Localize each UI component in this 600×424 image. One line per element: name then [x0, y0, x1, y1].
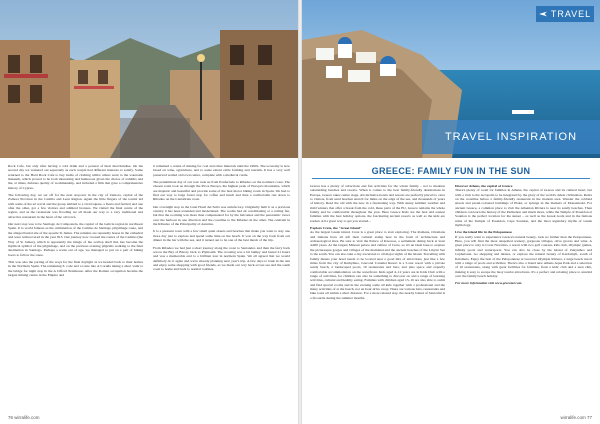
plane-icon — [539, 10, 547, 18]
paragraph: This was also the parting of the ways for the final daylight as we headed back to their homes in the Northern Spain. The remaining 6 ​​ rode and a route into A Coruña taking a short walk to the bridge for night stop in the A Cifford Penthouse. After the Roman occupation became the largest mining centre in the Empire and — [8, 259, 143, 277]
right-column-1 — [310, 184, 445, 303]
paragraph: From Ribadeo we had just a short journey along the coast to Santander, and then the ferry back across the Bay of Biscay back to Plymouth. The crossing was a bit bumpy and lasted 21 hours and was a memorable end to a brilliant tour in northern Spain. We all agreed that we would definitely do it again and we're already planning next year's trip. A few days to bask in the sun and enjoy some shopping with good friends, as we made our way back across sea and the south coast to home and back to normal routines. — [153, 245, 290, 272]
paragraph: There's plenty of room for families in Athens, the capital of Greece and its cultural heart, but with a visit to the Acropolis to be integrated by the glory of the world's oldest civilisation. Relax on the coastline before a family-friendly restaurant in the modern area. Wander the cobbled streets and pastel-coloured buildings of Plaka, or splurge in the markets of Monastiraki. For ancient Greece, a common place to visit the Athenian Riviera is near its sandy beaches. Then children can learn the history of the Parthenon and much more, while the Temple of Poseidon at Sounion is the perfect location for the sunset – as well as the Greek Gods and in the famous ruins of the Temple of Poseidon, Cape Sounion, and the most legendary myths of Greek mythology. — [455, 188, 592, 228]
paragraph: It is a pleasant town with a few small quiet streets and beaches that make you want to stay one more day just to explore and spend some time on the beach. It was on the way back from our dinner in the bar with the sea, and it turned out to be one of the best meals of the trip. — [153, 229, 290, 243]
right-column-2 — [455, 184, 592, 286]
left-page-columns — [8, 164, 290, 414]
paragraph: As the largest Greek island, Crete is a great place to start exploring. The Romans, Ottomans and Italians have all left their cultural stamp here in the form of architecture and archaeological sites. Be sure to visit the Palace of Knossos, a settlement dating back at least 4,000 years. At the largest Minoan palace and culture of Crete, so it's an ideal base to explore the picturesque gorges and villages of the mainland and the ancient beaches of the Libyan Sea to the south. You can also take a day excursion to all major sights of the island. Travelling with family means your hotel needs to be located near a good mix of attractions, just like a few miles from the city of Rethymno, Grecotel Caramel Resort is a 5-star resort with a private sandy beach, 2 landscaped pools, 10 restaurants and bars, and plus space and expertly comfortable accommodation on the waterfront. Kids aged 4–12 years are in Kids Club with a range of activities, for children can also be something to discover on and a range of learning activities, cultural and healthy eating. Families with children aged 13–16 are also able to swim and find special rooms and in the evening some all kids together with a professional and the many activities of at the beach, not an hour drive away. There are various bars, restaurants and bike tours all within a short distance. For a more relaxed stay, the nearby island of Santorini is a favourite during the summer months. — [310, 230, 445, 300]
left-column-1 — [8, 164, 143, 280]
paragraph: Greece has a plenty of attractions and fun activities for the whole family – not to mention outstanding beaches and resorts. When it comes to the best family-friendly destinations in Europe, Greece takes centre stage. All-inclusive hotels and resorts are perfectly placed to cater to visitors, from sand beaches stretch for miles on the edge of the sea, and thousands of years of history. Read the old with the new in a fascinating way. With sunny summer weather and mild winters that offer a break from the cold, these parts of the EU, Greece remains the whole family and be comfortable throughout the year. Here Greece Kids are the best and easiest families with the best holiday options, the fascinating ancient resorts as well as the kids are loaded. All a great way to get you started... — [310, 184, 445, 223]
travel-logo — [536, 6, 594, 22]
left-folio: 76 wirralife.com — [8, 415, 40, 420]
paragraph: If you really want to experience Greece's natural beauty, look no further than the Peloponnese. Here, you will find the most unspoiled scenery, gorgeous villages, olive groves and wine. A great place to stay is Costa Navarino, a resort with two golf courses, kids club, Olympic games, infinity pools and watersports. You can also be close by the island of Zakynthos and Cephalonia. Go shopping and leisure, or explore the natural beauty of Kardamyli, south of Kalamata. Enjoy the best of the Peloponnese at Grecotel Olympia Riviera, a large beach resort with a range of pools and activities. There's also a brand new Athens Aqua Park and a selection of 10 restaurants, along with great facilities for families, from a kids' club and a teen club, making it easy to escape the busy tourist attractions. It's a perfect and relaxing place to unwind over the family beach holiday. — [455, 234, 592, 278]
paragraph: Our next stop was to be Santiago de Compostela, the capital of the Galicia region in northwest Spain. It is world famous as the culmination of the Camino de Santiago pilgrimage route, and the alleged burial site of the apostle St James. The remains are reputedly house in the cathedral and were rediscovered in the year 813. Our journey now crossed the routes of the Camino (the Way of St James), which is apparently the image of the scallop shell that has become the mythical symbol of the pilgrimage, and on the previous evening pilgrims walking to the final destination in Santiago. Perhaps a scene out of age, we managed to put on a pair of hiking boots to follow the route. — [8, 222, 143, 257]
right-page — [302, 0, 600, 424]
street-photo-illustration — [0, 0, 298, 158]
section-banner: TRAVEL INSPIRATION — [422, 120, 600, 154]
right-photo-greek-coast — [302, 0, 600, 158]
article-headline: GREECE: FAMILY FUN IN THE SUN — [371, 166, 531, 176]
paragraph: it remained a centre of mining for coal and other minerals until the 1960s. The economy is now based on wine, agriculture, and to some extent cattle farming and tourism. It has a very well preserved walled old town centre, complete with a medieval castle. — [153, 164, 290, 177]
paragraph: Rock Cafe, but only after having a cold drink and a perusal of their merchandise. On the second day we ventured out separately as each couple had different interests to satisfy. Some returned to the Hard Rock Cafe to buy items of clothing whilst others went to the waterside museum, which proved to be both interesting and humorous given the choice of exhibits and the, at times, dubious quality of workmanship, and included a film that gave a comprehensive history of Cyprus. — [8, 164, 143, 190]
right-folio: wirralife.com 77 — [560, 415, 592, 420]
left-photo-street-scene — [0, 0, 298, 158]
paragraph: The following day, we set off for the next stopover in the city of Zamora, capital of the Zamora Province in the Castilla and Leon Region. Again the little fingers of the tourist led with some of the art travel and the group ambled to a vivid square, a fiesta and festival and one after the other, got a few visitors and admired bronzes. We visited the final centre of the region, and as the restaurant was flooding we all made our way to a very traditional and attractive restaurant in the heart of the old town. — [8, 193, 143, 219]
left-page — [0, 0, 298, 424]
headline-rule — [312, 178, 590, 179]
subheading: Live the island life in the Peloponnese — [455, 230, 512, 235]
subheading: Explore Crete, the "Great Island" — [310, 226, 362, 231]
left-column-2 — [153, 164, 290, 275]
paragraph: The penultimate day of our tour took us from Ponferrada to Ribadeo on the northern coast. The chosen route took us through the Picos Europa, the highest peak of Europe's mountains, which are majestic and beautiful and provide some of the best motor biking roads in Spain. We had to find our way to large forest stop for coffee and lunch and then a comfortable run down to Ribadeo on the Cantabrian coast. — [153, 180, 290, 202]
subheading: Discover Athens, the capital of Greece — [455, 184, 513, 188]
logo-text: TRAVEL — [550, 9, 592, 19]
more-info-link[interactable]: For more information visit www.grecotel.com — [455, 281, 522, 286]
paragraph: Our overnight stop in the Gran Hotel del Sella was satisfactory. Originally built it as a previous century it has been extended and modernised. The rooms had air conditioning or a ceiling fan, but that the rooming was more than compensated for by the balconies and the panoramic views over the harbour in one direction and the coastline to the Ribadeo in the other. The centrum in the Ribadeo of the Principality of Asturias. — [153, 204, 290, 227]
right-page-columns — [310, 184, 592, 414]
